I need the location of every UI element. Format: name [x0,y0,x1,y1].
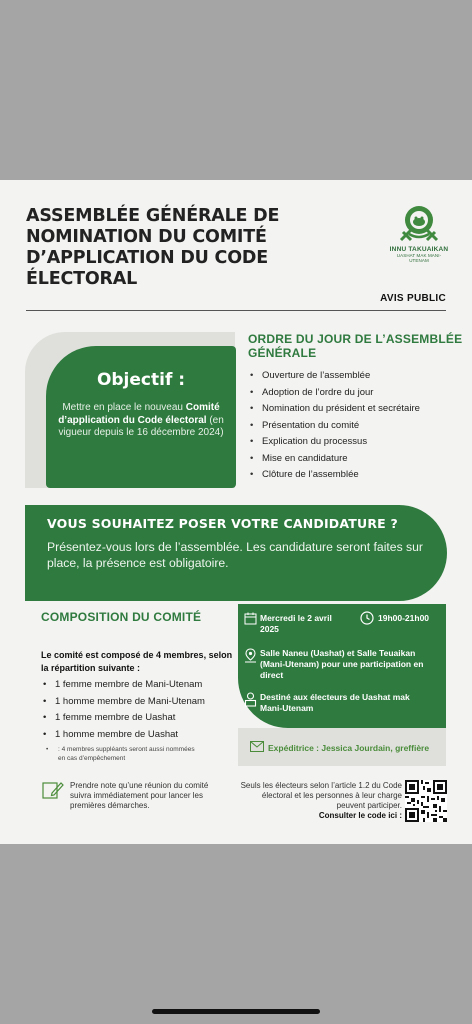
location-pin-icon [244,648,257,663]
list-item: • Adoption de l’ordre du jour [250,385,420,402]
home-indicator[interactable] [152,1009,320,1014]
list-item: • 1 homme membre de Mani-Utenam [43,694,205,711]
footer-note-left: Prendre note qu’une réunion du comité suivra immédiatement pour lancer les premières démarches. [70,781,209,810]
list-item: • Présentation du comité [250,418,420,435]
calendar-icon [244,612,257,625]
footer-note-right [238,781,402,821]
list-item: • 1 femme membre de Mani-Utenam [43,677,205,694]
avis-public-label: AVIS PUBLIC [380,293,446,304]
objectif-text-2: (en vigueur depuis le 16 décembre 2024) [58,414,224,438]
list-item: • Ouverture de l’assemblée [250,368,420,385]
footer-right-text: Seuls les électeurs selon l’article 1.2 du Code électoral et les personnes à leur charge peuvent participer. [240,781,402,810]
event-place: Salle Naneu (Uashat) et Salle Teuaikan (Mani-Utenam) pour une participation en direct [260,648,424,680]
list-item: • 1 homme membre de Uashat [43,727,205,744]
logo [388,204,450,263]
header-divider [26,310,446,311]
list-item: • Clôture de l’assemblée [250,467,420,484]
list-item: • 1 femme membre de Uashat [43,710,205,727]
ordre-du-jour-title: ORDRE DU JOUR DE L’ASSEMBLÉE GÉNÉRALE [248,332,463,360]
qr-code-icon[interactable] [405,780,447,822]
logo-name: INNU TAKUAIKAN [389,246,449,253]
ordre-du-jour-list [250,368,420,484]
list-item: • Mise en candidature [250,451,420,468]
clock-icon [360,611,374,625]
voter-icon [244,692,257,707]
expeditrice-text: Expéditrice : Jessica Jourdain, greffière [268,743,430,753]
objectif-text-bold: Comité d’application du Code électoral [58,402,220,426]
candidature-band [25,505,447,601]
objectif-title: Objectif : [96,370,186,390]
event-audience: Destiné aux électeurs de Uashat mak Mani-Utenam [260,692,410,713]
event-info-card [238,604,446,728]
objectif-text-1: Mettre en place le nouveau [62,402,183,413]
objectif-text [46,402,236,440]
composition-note: • : 4 membres suppléants seront aussi nommées en cas d’empêchement [46,746,196,763]
candidature-text: Présentez-vous lors de l’assemblée. Les candidature seront faites sur place, la présence est obligatoire. [47,540,423,570]
candidature-title: VOUS SOUHAITEZ POSER VOTRE CANDIDATURE ? [47,516,398,531]
composition-title: COMPOSITION DU COMITÉ [41,610,202,624]
logo-subtitle: UASHAT MAK MANI-UTENAM [396,253,442,263]
note-pencil-icon [42,780,64,800]
objectif-card [46,346,236,488]
list-item: • Explication du processus [250,434,420,451]
event-date: Mercredi le 2 avril 2025 [260,613,332,634]
mail-icon [250,741,264,752]
event-time: 19h00-21h00 [378,613,430,623]
composition-list [43,677,205,743]
consult-code-label: Consulter le code ici : [318,811,402,820]
poster-title: ASSEMBLÉE GÉNÉRALE DE NOMINATION DU COMITÉ D’APPLICATION DU CODE ÉLECTORAL [26,206,280,289]
innu-takuaikan-logo-icon [397,204,441,244]
list-item: • Nomination du président et secrétaire [250,401,420,418]
composition-intro: Le comité est composé de 4 membres, selon la répartition suivante : [41,650,233,673]
poster [0,180,472,844]
